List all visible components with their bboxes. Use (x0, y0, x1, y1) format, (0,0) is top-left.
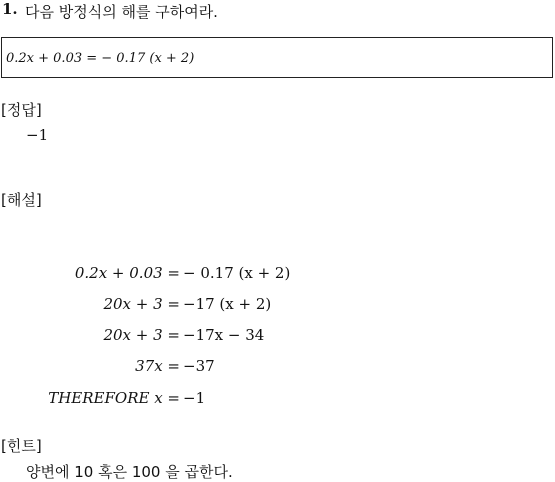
question-number: 1. (2, 0, 18, 18)
answer-value: −1 (26, 126, 49, 144)
question-text: 다음 방정식의 해를 구하여라. (25, 3, 218, 21)
step-rhs: − 0.17 (x + 2) (183, 264, 291, 282)
hint-text: 양변에 10 혹은 100 을 곱한다. (26, 463, 233, 481)
step-lhs: THEREFORE x = (48, 389, 180, 407)
step-rhs: −1 (183, 389, 206, 407)
step-rhs: −17x − 34 (183, 326, 265, 344)
step-rhs: −17 (x + 2) (183, 295, 272, 313)
step-lhs: 0.2x + 0.03 = (74, 264, 180, 282)
answer-label: [정답] (1, 101, 42, 119)
step-lhs: 20x + 3 = (103, 326, 180, 344)
step-lhs: 37x = (135, 357, 180, 375)
step-lhs: 20x + 3 = (103, 295, 180, 313)
equation-text: 0.2x + 0.03 = − 0.17 (x + 2) (6, 51, 195, 66)
step-rhs: −37 (183, 357, 215, 375)
hint-label: [힌트] (1, 437, 42, 455)
solution-label: [해설] (1, 191, 42, 209)
